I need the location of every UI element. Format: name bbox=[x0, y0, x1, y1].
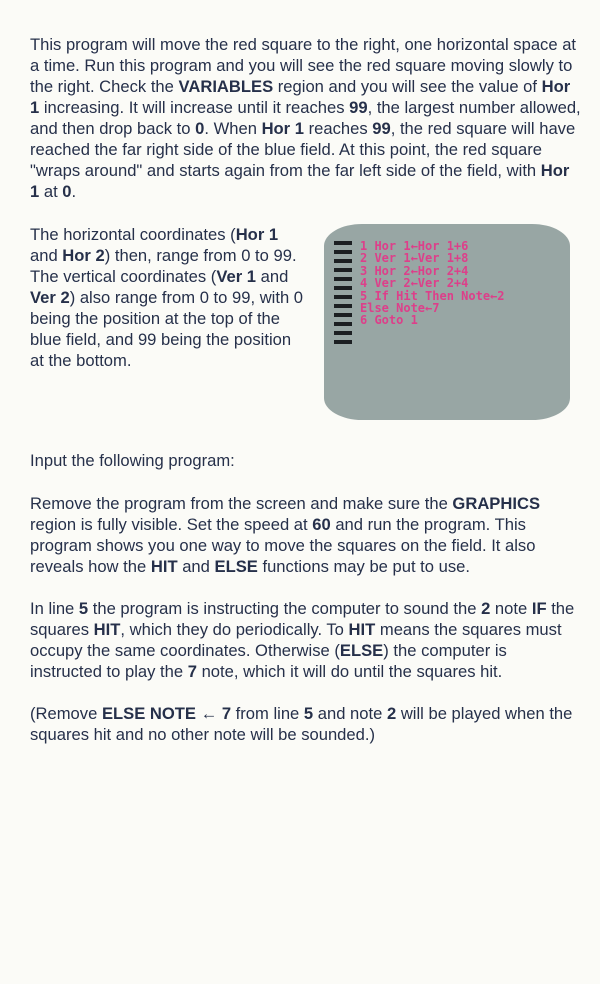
program-line: 2 Ver 1←Ver 1+8 bbox=[360, 251, 469, 266]
text-run: (Remove bbox=[30, 704, 102, 723]
program-line: Else Note←7 bbox=[360, 301, 440, 316]
paragraph-line5-explanation bbox=[30, 598, 582, 682]
bold-term: 60 bbox=[312, 515, 331, 534]
screen-program-listing bbox=[360, 240, 505, 327]
bold-term: Hor 1 bbox=[261, 119, 304, 138]
text-run: means the squares must occupy the same coordinates. Otherwise ( bbox=[30, 620, 562, 660]
text-run: and bbox=[256, 267, 289, 286]
bold-term: ELSE bbox=[339, 641, 384, 660]
coordinates-section bbox=[30, 224, 582, 450]
text-run: note, which it will do until the squares hit. bbox=[196, 662, 503, 681]
text-run: increasing. It will increase until it reaches bbox=[39, 98, 350, 117]
program-line: 1 Hor 1←Hor 1+6 bbox=[360, 239, 469, 253]
text-run: This program will move the red square to the right, one horizontal space at a time. Run this program and you will see the red square moving slowly to the right. Check the bbox=[30, 35, 577, 96]
program-line: 5 If Hit Then Note←2 bbox=[360, 288, 505, 303]
paragraph-input-prompt bbox=[30, 450, 582, 471]
bold-term: HIT bbox=[348, 620, 376, 639]
text-run: . bbox=[71, 182, 77, 201]
bold-term: 0 bbox=[195, 119, 205, 138]
text-run: and bbox=[177, 557, 215, 576]
text-run: Input the following program: bbox=[30, 451, 235, 470]
text-run: , the largest number allowed, and then drop back to bbox=[30, 98, 581, 138]
bold-term: 7 bbox=[221, 704, 232, 723]
text-run: region and you will see the value of bbox=[273, 77, 542, 96]
text-run: ) the computer is instructed to play the bbox=[30, 641, 507, 681]
bold-term: IF bbox=[531, 599, 547, 618]
text-run: region is fully visible. Set the speed at bbox=[30, 515, 313, 534]
bold-term: HIT bbox=[93, 620, 121, 639]
bold-term: 99 bbox=[349, 98, 368, 117]
paragraph-hor1-explanation bbox=[30, 34, 582, 202]
bold-term: 7 bbox=[187, 662, 197, 681]
text-run: Remove the program from the screen and make sure the bbox=[30, 494, 453, 513]
text-run: the squares bbox=[30, 599, 575, 639]
program-line: 6 Goto 1 bbox=[360, 313, 418, 328]
text-run: will be played when the squares hit and no other note will be sounded.) bbox=[30, 704, 573, 744]
text-run: reaches bbox=[303, 119, 373, 138]
bold-term: Hor 1 bbox=[30, 161, 570, 201]
bold-term: Hor 2 bbox=[62, 246, 105, 265]
text-run: note bbox=[490, 599, 532, 618]
text-run: In line bbox=[30, 599, 79, 618]
paragraph-remove-else bbox=[30, 703, 582, 745]
bold-term: 0 bbox=[62, 182, 72, 201]
text-run: , the red square will have reached the far right side of the blue field. At this point, the red square "wraps around" and starts again from the far left side of the field, with bbox=[30, 119, 576, 180]
text-run: functions may be put to use. bbox=[257, 557, 470, 576]
bold-term: 2 bbox=[481, 599, 491, 618]
screen-left-bars bbox=[334, 241, 352, 349]
text-run: and run the program. This program shows you one way to move the squares on the field. It also reveals how the bbox=[30, 515, 536, 576]
text-run: and bbox=[30, 246, 63, 265]
paragraph-coordinates bbox=[30, 224, 305, 371]
bold-term: VARIABLES bbox=[178, 77, 274, 96]
bold-term: 5 bbox=[78, 599, 89, 618]
bold-term: 5 bbox=[303, 704, 314, 723]
bold-term: HIT bbox=[150, 557, 178, 576]
program-line: 4 Ver 2←Ver 2+4 bbox=[360, 276, 469, 291]
tv-screen-image bbox=[324, 224, 570, 420]
bold-term: 99 bbox=[372, 119, 391, 138]
text-run: and note bbox=[313, 704, 387, 723]
text-run: , which they do periodically. To bbox=[120, 620, 349, 639]
text-run: the program is instructing the computer to sound the bbox=[88, 599, 482, 618]
bold-term: Hor 1 bbox=[235, 225, 279, 244]
text-run: . When bbox=[204, 119, 262, 138]
paragraph-run-program bbox=[30, 493, 582, 577]
bold-term: Ver 2 bbox=[30, 288, 70, 307]
bold-term: Hor 1 bbox=[30, 77, 571, 117]
text-run: The horizontal coordinates ( bbox=[30, 225, 236, 244]
text-run: ← bbox=[195, 704, 222, 723]
text-run: from line bbox=[231, 704, 304, 723]
text-run: ) then, range from 0 to 99. The vertical coordinates ( bbox=[30, 246, 297, 286]
bold-term: GRAPHICS bbox=[452, 494, 541, 513]
text-run: ) also range from 0 to 99, with 0 being the position at the top of the blue field, and 99 being the position at the bottom. bbox=[30, 288, 304, 370]
bold-term: ELSE NOTE bbox=[101, 704, 196, 723]
bold-term: ELSE bbox=[214, 557, 258, 576]
bold-term: 2 bbox=[386, 704, 397, 723]
program-line: 3 Hor 2←Hor 2+4 bbox=[360, 263, 469, 278]
text-run: at bbox=[39, 182, 63, 201]
manual-page bbox=[30, 34, 582, 766]
bold-term: Ver 1 bbox=[216, 267, 256, 286]
